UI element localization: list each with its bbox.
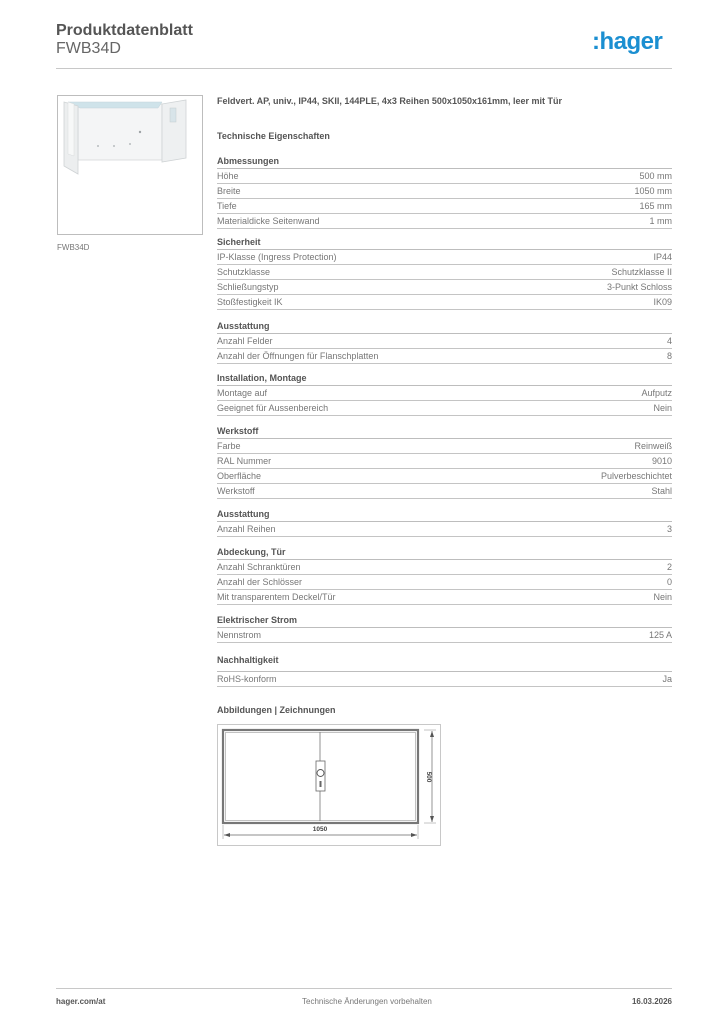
section-elektrischer-strom: [217, 614, 672, 643]
table-row: [217, 349, 672, 364]
row-value: 1 mm: [649, 216, 672, 226]
row-value: 8: [666, 351, 672, 361]
section-abmessungen: [217, 155, 672, 229]
row-label: IP-Klasse (Ingress Protection): [217, 252, 337, 262]
row-value: 2: [666, 562, 672, 572]
row-value: IP44: [653, 252, 672, 262]
row-label: Tiefe: [217, 201, 237, 211]
row-label: Farbe: [217, 441, 241, 451]
section-title: Elektrischer Strom: [217, 614, 672, 628]
section-title: Installation, Montage: [217, 372, 672, 386]
table-row: [217, 560, 672, 575]
row-value: Reinweiß: [634, 441, 672, 451]
footer-notice: Technische Änderungen vorbehalten: [302, 997, 432, 1006]
row-label: Mit transparentem Deckel/Tür: [217, 592, 336, 602]
section-title: Sicherheit: [217, 236, 672, 250]
section-title: Werkstoff: [217, 425, 672, 439]
row-value: Stahl: [651, 486, 672, 496]
table-row: [217, 334, 672, 349]
technical-properties-heading: Technische Eigenschaften: [217, 131, 330, 141]
table-row: [217, 590, 672, 605]
row-value: IK09: [653, 297, 672, 307]
enclosure-photo-icon: [58, 96, 202, 234]
section-werkstoff: [217, 425, 672, 499]
drawings-heading: Abbildungen | Zeichnungen: [217, 705, 336, 715]
row-value: 3: [666, 524, 672, 534]
table-row: [217, 184, 672, 199]
footer-divider: [56, 988, 672, 989]
row-label: Schutzklasse: [217, 267, 271, 277]
table-row: [217, 672, 672, 687]
section-ausstattung-reihen: [217, 508, 672, 537]
row-label: Geeignet für Aussenbereich: [217, 403, 329, 413]
product-description: Feldvert. AP, univ., IP44, SKII, 144PLE, 4x3 Reihen 500x1050x161mm, leer mit Tür: [217, 96, 563, 106]
section-sicherheit: [217, 236, 672, 310]
product-code: FWB34D: [56, 40, 121, 57]
row-value: 1050 mm: [634, 186, 672, 196]
row-label: Anzahl Schranktüren: [217, 562, 301, 572]
table-row: [217, 401, 672, 416]
row-value: 125 A: [648, 630, 672, 640]
row-label: Stoßfestigkeit IK: [217, 297, 283, 307]
table-row: [217, 575, 672, 590]
table-row: [217, 628, 672, 643]
technical-drawing: [217, 724, 441, 846]
page-title: Produktdatenblatt: [56, 22, 193, 39]
row-label: Anzahl der Öffnungen für Flanschplatten: [217, 351, 379, 361]
table-row: [217, 522, 672, 537]
section-title: Ausstattung: [217, 508, 672, 522]
section-ausstattung: [217, 320, 672, 364]
row-label: Oberfläche: [217, 471, 262, 481]
table-row: [217, 250, 672, 265]
table-row: [217, 265, 672, 280]
row-label: RAL Nummer: [217, 456, 272, 466]
product-image: [57, 95, 203, 235]
table-row: [217, 169, 672, 184]
row-value: 4: [666, 336, 672, 346]
row-value: Pulverbeschichtet: [600, 471, 672, 481]
table-row: [217, 295, 672, 310]
row-value: 3-Punkt Schloss: [606, 282, 672, 292]
product-image-caption: FWB34D: [57, 243, 90, 252]
row-value: 165 mm: [639, 201, 672, 211]
table-row: [217, 454, 672, 469]
row-label: Anzahl Felder: [217, 336, 273, 346]
width-dimension-label: 1050: [312, 826, 328, 833]
section-installation-montage: [217, 372, 672, 416]
row-label: Werkstoff: [217, 486, 255, 496]
row-label: Nennstrom: [217, 630, 262, 640]
row-value: 9010: [651, 456, 672, 466]
row-label: Montage auf: [217, 388, 268, 398]
row-value: Nein: [653, 403, 672, 413]
table-row: [217, 386, 672, 401]
header-divider: [56, 68, 672, 69]
row-value: Nein: [653, 592, 672, 602]
row-value: Ja: [662, 674, 672, 684]
row-value: Schutzklasse II: [611, 267, 672, 277]
section-title: Abdeckung, Tür: [217, 546, 672, 560]
row-label: Breite: [217, 186, 241, 196]
row-value: 500 mm: [639, 171, 672, 181]
row-label: Höhe: [217, 171, 239, 181]
footer-date: 16.03.2026: [631, 997, 672, 1006]
row-label: Materialdicke Seitenwand: [217, 216, 320, 226]
enclosure-drawing-icon: [218, 725, 440, 845]
hager-logo: :hager: [592, 28, 663, 55]
section-title: Ausstattung: [217, 320, 672, 334]
section-title: Abmessungen: [217, 155, 672, 169]
row-value: 0: [666, 577, 672, 587]
table-row: [217, 484, 672, 499]
section-title: Nachhaltigkeit: [217, 654, 672, 672]
section-abdeckung-tuer: [217, 546, 672, 605]
table-row: [217, 439, 672, 454]
table-row: [217, 214, 672, 229]
section-nachhaltigkeit: [217, 654, 672, 687]
height-dimension-label: 500: [425, 771, 432, 783]
row-label: Anzahl Reihen: [217, 524, 276, 534]
row-label: RoHS-konform: [217, 674, 277, 684]
table-row: [217, 469, 672, 484]
row-label: Schließungstyp: [217, 282, 279, 292]
table-row: [217, 280, 672, 295]
table-row: [217, 199, 672, 214]
row-value: Aufputz: [641, 388, 672, 398]
footer-website: hager.com/at: [56, 997, 106, 1006]
row-label: Anzahl der Schlösser: [217, 577, 303, 587]
